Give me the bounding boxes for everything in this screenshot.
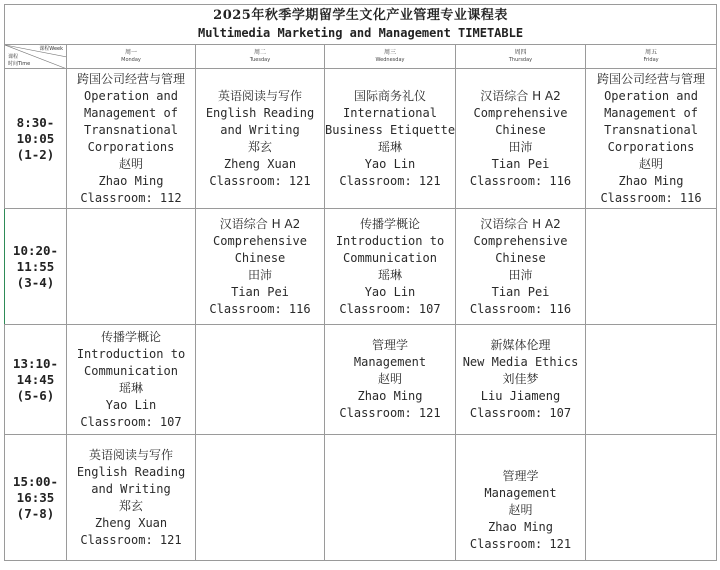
course-title-en: Comprehensive xyxy=(473,105,568,120)
time-end: 10:05 xyxy=(16,130,55,146)
title-chinese: 2025年秋季学期留学生文化产业管理专业课程表 xyxy=(213,8,508,23)
cell-tuesday-period-4[interactable] xyxy=(196,435,325,561)
course-title-en: Introduction to xyxy=(335,233,445,248)
cell-thursday-period-1[interactable] xyxy=(456,69,586,209)
course-title-en: Communication xyxy=(343,250,437,265)
time-cell[interactable] xyxy=(5,435,67,561)
teacher-name-cn: 赵明 xyxy=(639,156,664,171)
cell-monday-period-4[interactable] xyxy=(67,435,196,561)
teacher-name-en: Zhao Ming xyxy=(618,173,684,188)
classroom: Classroom: 121 xyxy=(339,173,441,188)
title-english: Multimedia Marketing and Management TIMETABLE xyxy=(197,26,524,40)
title-cell[interactable] xyxy=(5,5,717,45)
time-end: 14:45 xyxy=(16,371,55,387)
cell-monday-period-3[interactable] xyxy=(67,325,196,435)
course-block xyxy=(196,216,324,318)
course-title-en: English Reading xyxy=(76,464,186,479)
header-row xyxy=(5,45,717,69)
teacher-name-en: Liu Jiameng xyxy=(480,389,561,403)
course-title-en: Chinese xyxy=(234,250,286,265)
timetable xyxy=(4,4,717,561)
time-cell[interactable] xyxy=(5,69,67,209)
classroom: Classroom: 116 xyxy=(469,301,572,316)
course-title-en: Operation and xyxy=(604,88,698,103)
course-title-en: Chinese xyxy=(495,122,546,137)
teacher-name-cn: 刘佳梦 xyxy=(502,372,539,386)
day-en: Thursday xyxy=(508,57,533,63)
course-title-cn: 新媒体伦理 xyxy=(490,338,551,352)
course-title-en: Corporations xyxy=(607,139,695,154)
teacher-name-cn: 赵明 xyxy=(508,503,533,517)
cell-thursday-period-4[interactable] xyxy=(456,435,586,561)
corner-week-label: 课程Week xyxy=(39,46,63,52)
classroom: Classroom: 107 xyxy=(80,414,182,429)
teacher-name-cn: 郑玄 xyxy=(118,498,143,513)
cell-wednesday-period-1[interactable] xyxy=(325,69,456,209)
cell-tuesday-period-1[interactable] xyxy=(196,69,325,209)
corner-course-label: 课程 xyxy=(8,54,19,60)
course-title-cn: 国际商务礼仪 xyxy=(353,88,426,103)
course-title-en: Corporations xyxy=(87,139,175,154)
day-header-wednesday[interactable] xyxy=(325,45,456,69)
classroom: Classroom: 107 xyxy=(339,301,441,316)
teacher-name-en: Yao Lin xyxy=(105,397,157,412)
course-block xyxy=(67,329,195,431)
day-cn: 周五 xyxy=(645,49,658,56)
teacher-name-cn: 瑶琳 xyxy=(377,267,402,282)
teacher-name-en: Zhao Ming xyxy=(487,520,554,534)
course-title-en: English Reading xyxy=(205,105,315,120)
day-header-thursday[interactable] xyxy=(456,45,586,69)
day-cn: 周二 xyxy=(253,49,266,56)
cell-friday-period-1[interactable] xyxy=(586,69,717,209)
time-start: 15:00- xyxy=(12,473,59,489)
course-title-en: Communication xyxy=(84,363,178,378)
course-block xyxy=(586,71,716,207)
teacher-name-en: Zheng Xuan xyxy=(223,156,297,171)
cell-monday-period-2[interactable] xyxy=(67,209,196,325)
teacher-name-en: Tian Pei xyxy=(231,284,289,299)
day-en: Friday xyxy=(643,57,659,63)
course-block xyxy=(325,337,455,422)
teacher-name-en: Yao Lin xyxy=(364,284,416,299)
classroom: Classroom: 107 xyxy=(469,406,572,420)
classroom: Classroom: 121 xyxy=(209,173,311,188)
teacher-name-en: Zhao Ming xyxy=(98,173,164,188)
course-title-en: Management xyxy=(484,486,557,500)
course-title-en: International xyxy=(343,105,437,120)
teacher-name-cn: 田沛 xyxy=(247,267,272,282)
time-start: 10:20- xyxy=(12,242,59,258)
day-cn: 周四 xyxy=(514,49,527,56)
day-cn: 周一 xyxy=(124,49,137,56)
classroom: Classroom: 112 xyxy=(80,190,182,205)
day-en: Monday xyxy=(121,57,141,63)
teacher-name-en: Tian Pei xyxy=(491,156,550,171)
cell-friday-period-2[interactable] xyxy=(586,209,717,325)
course-block xyxy=(196,88,324,190)
classroom: Classroom: 121 xyxy=(339,406,441,420)
teacher-name-cn: 赵明 xyxy=(377,372,402,386)
course-title-en: Business Etiquette xyxy=(325,122,456,137)
teacher-name-cn: 瑶琳 xyxy=(377,139,402,154)
cell-monday-period-1[interactable] xyxy=(67,69,196,209)
course-title-en: New Media Ethics xyxy=(462,355,579,369)
course-title-en: and Writing xyxy=(220,122,300,137)
time-end: 16:35 xyxy=(16,489,55,505)
course-title-en: Chinese xyxy=(495,250,546,265)
course-block xyxy=(325,216,455,318)
cell-tuesday-period-2[interactable] xyxy=(196,209,325,325)
teacher-name-cn: 田沛 xyxy=(508,139,533,154)
corner-time-label: 时间Time xyxy=(8,61,31,67)
cell-friday-period-3[interactable] xyxy=(586,325,717,435)
course-block xyxy=(67,71,195,207)
day-header-tuesday[interactable] xyxy=(196,45,325,69)
course-block xyxy=(456,216,585,318)
day-header-friday[interactable] xyxy=(586,45,717,69)
course-block xyxy=(456,88,585,190)
teacher-name-cn: 赵明 xyxy=(118,156,143,171)
cell-tuesday-period-3[interactable] xyxy=(196,325,325,435)
classroom: Classroom: 116 xyxy=(600,190,702,205)
cell-wednesday-period-4[interactable] xyxy=(325,435,456,561)
course-title-cn: 跨国公司经营与管理 xyxy=(76,71,185,86)
cell-thursday-period-3[interactable] xyxy=(456,325,586,435)
course-title-cn: 传播学概论 xyxy=(100,329,161,344)
time-cell[interactable] xyxy=(5,325,67,435)
course-block xyxy=(67,447,195,549)
course-title-en: Comprehensive xyxy=(473,233,568,248)
course-title-en: Introduction to xyxy=(76,346,186,361)
classroom: Classroom: 121 xyxy=(80,532,182,547)
course-title-cn: 管理学 xyxy=(371,338,408,352)
course-title-en: Transnational xyxy=(84,122,178,137)
course-block xyxy=(325,88,455,190)
classroom: Classroom: 116 xyxy=(209,301,311,316)
classroom: Classroom: 121 xyxy=(469,537,572,551)
time-slot: (7-8) xyxy=(16,505,55,521)
period-row-1 xyxy=(5,69,717,209)
course-title-cn: 汉语综合 H A2 xyxy=(480,216,561,231)
course-block xyxy=(456,337,585,422)
teacher-name-en: Zheng Xuan xyxy=(94,515,168,530)
course-title-cn: 管理学 xyxy=(502,469,539,483)
teacher-name-en: Zhao Ming xyxy=(357,389,423,403)
day-cn: 周三 xyxy=(383,49,396,56)
day-en: Tuesday xyxy=(249,57,271,63)
time-end: 11:55 xyxy=(16,258,55,274)
course-title-cn: 传播学概论 xyxy=(359,216,420,231)
time-start: 8:30- xyxy=(16,114,55,130)
classroom: Classroom: 116 xyxy=(469,173,572,188)
day-header-monday[interactable] xyxy=(67,45,196,69)
course-title-cn: 跨国公司经营与管理 xyxy=(597,71,706,86)
time-start: 13:10- xyxy=(12,355,59,371)
teacher-name-cn: 郑玄 xyxy=(247,139,272,154)
period-row-2 xyxy=(5,209,717,325)
course-title-en: Management of xyxy=(604,105,698,120)
period-row-4 xyxy=(5,435,717,561)
time-cell[interactable] xyxy=(5,209,67,325)
timetable-sheet xyxy=(4,4,716,561)
time-slot: (5-6) xyxy=(16,387,55,403)
course-title-cn: 英语阅读与写作 xyxy=(217,88,302,103)
course-title-en: Transnational xyxy=(604,122,698,137)
cell-friday-period-4[interactable] xyxy=(586,435,717,561)
course-title-en: Management of xyxy=(84,105,178,120)
day-en: Wednesday xyxy=(375,57,405,63)
teacher-name-en: Tian Pei xyxy=(491,284,550,299)
teacher-name-cn: 田沛 xyxy=(508,267,533,282)
cell-wednesday-period-3[interactable] xyxy=(325,325,456,435)
corner-cell[interactable] xyxy=(5,45,67,69)
cell-wednesday-period-2[interactable] xyxy=(325,209,456,325)
time-slot: (3-4) xyxy=(16,274,55,290)
period-row-3 xyxy=(5,325,717,435)
cell-thursday-period-2[interactable] xyxy=(456,209,586,325)
course-block xyxy=(456,468,585,553)
course-title-cn: 汉语综合 H A2 xyxy=(480,88,561,103)
course-title-en: Operation and xyxy=(84,88,178,103)
teacher-name-en: Yao Lin xyxy=(364,156,416,171)
course-title-en: Comprehensive xyxy=(213,233,307,248)
course-title-en: Management xyxy=(353,355,427,369)
course-title-en: and Writing xyxy=(91,481,171,496)
course-title-cn: 英语阅读与写作 xyxy=(88,447,173,462)
teacher-name-cn: 瑶琳 xyxy=(118,380,143,395)
course-title-cn: 汉语综合 H A2 xyxy=(219,216,301,231)
time-slot: (1-2) xyxy=(16,146,55,162)
